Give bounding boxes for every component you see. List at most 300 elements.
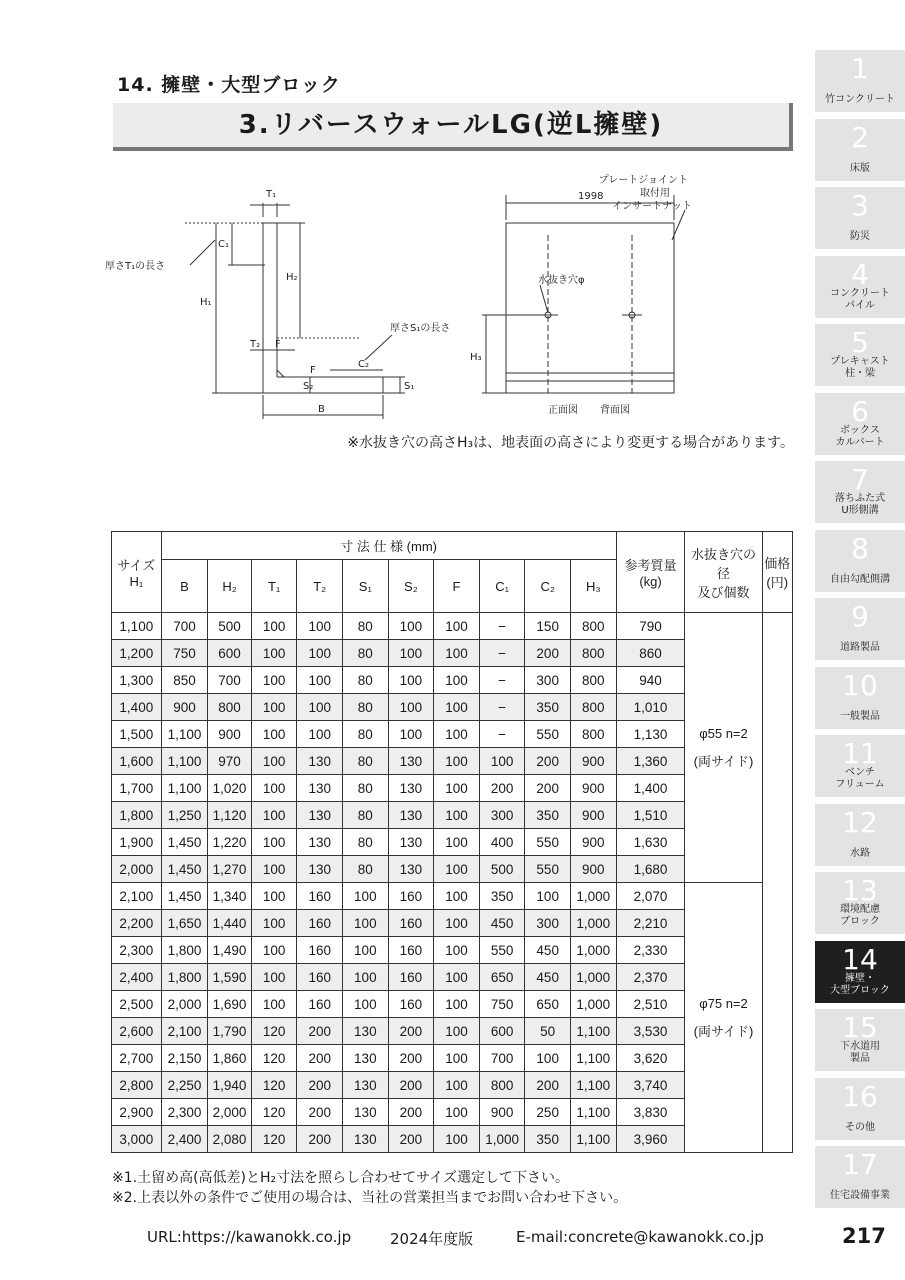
footnote-2: ※2.上表以外の条件でご使用の場合は、当社の営業担当までお問い合わせ下さい。	[112, 1190, 628, 1206]
drain-height-note: ※水抜き穴の高さH₃は、地表面の高さにより変更する場合があります。	[347, 435, 794, 451]
table-cell: 80	[343, 856, 389, 883]
table-cell: 3,530	[616, 1018, 685, 1045]
table-cell: 550	[525, 829, 571, 856]
table-cell: 130	[343, 1072, 389, 1099]
dim-h1: H₁	[200, 297, 212, 308]
table-cell: 2,700	[112, 1045, 162, 1072]
table-cell: 900	[570, 802, 616, 829]
table-cell: 450	[479, 910, 525, 937]
table-cell: 3,830	[616, 1099, 685, 1126]
plate-joint-label-3: インサートナット	[612, 201, 692, 212]
table-cell: 900	[570, 748, 616, 775]
chapter-tab-12[interactable]	[815, 804, 905, 866]
table-cell: 100	[434, 694, 480, 721]
table-cell: 160	[388, 937, 434, 964]
chapter-tab-number: 5	[851, 326, 869, 359]
table-cell: 600	[208, 640, 252, 667]
chapter-tab-label: 一般製品	[840, 710, 880, 722]
table-cell: 80	[343, 802, 389, 829]
dim-s2: S₂	[303, 381, 314, 392]
table-cell: 100	[525, 883, 571, 910]
table-cell: 1,450	[161, 829, 208, 856]
table-cell: 130	[297, 748, 343, 775]
table-cell: −	[479, 613, 525, 640]
chapter-tab-number: 2	[851, 120, 869, 154]
chapter-tab-label: 自由勾配側溝	[830, 573, 890, 585]
front-view-label: 正面図	[548, 405, 578, 416]
table-cell: 100	[434, 1126, 480, 1153]
retaining-wall-diagram	[100, 165, 700, 420]
chapter-tab-label: 下水道用 製品	[840, 1041, 880, 1064]
chapter-tab-9[interactable]	[815, 598, 905, 660]
table-cell: 1,200	[112, 640, 162, 667]
table-cell: 250	[525, 1099, 571, 1126]
table-cell: 1,500	[112, 721, 162, 748]
table-cell: 1,010	[616, 694, 685, 721]
table-cell: 100	[434, 667, 480, 694]
chapter-tab-label: プレキャスト 柱・梁	[830, 356, 890, 379]
table-cell: 130	[297, 802, 343, 829]
column-header: T₁	[251, 560, 297, 613]
table-cell: 2,100	[112, 883, 162, 910]
chapter-tab-number: 12	[842, 805, 878, 839]
table-cell: 2,200	[112, 910, 162, 937]
table-cell: 860	[616, 640, 685, 667]
table-cell: 1,450	[161, 856, 208, 883]
table-cell: 80	[343, 613, 389, 640]
table-cell: 800	[479, 1072, 525, 1099]
chapter-tab-number: 14	[842, 942, 878, 976]
table-cell: 2,000	[112, 856, 162, 883]
table-cell: 550	[525, 856, 571, 883]
header-drain-line2: 及び個数	[697, 584, 750, 600]
table-cell: 450	[525, 964, 571, 991]
column-header: H₃	[570, 560, 616, 613]
table-cell: 1,680	[616, 856, 685, 883]
drain-hole-label: 水抜き穴φ	[538, 275, 585, 286]
header-price	[762, 532, 793, 613]
table-cell: 200	[297, 1018, 343, 1045]
table-cell: 1,800	[112, 802, 162, 829]
table-cell: 1,400	[112, 694, 162, 721]
table-cell: 1,000	[570, 937, 616, 964]
table-cell: 1,790	[208, 1018, 252, 1045]
table-cell: 200	[297, 1099, 343, 1126]
dim-t1: T₁	[266, 189, 277, 200]
table-cell: 100	[297, 721, 343, 748]
table-cell: 100	[434, 775, 480, 802]
table-cell: 160	[388, 964, 434, 991]
header-dimensions: 寸 法 仕 様 (mm)	[161, 532, 616, 560]
table-cell: 2,000	[208, 1099, 252, 1126]
table-cell: 100	[434, 613, 480, 640]
chapter-tab-4[interactable]	[815, 256, 905, 318]
table-cell: 100	[251, 829, 297, 856]
table-cell: −	[479, 667, 525, 694]
table-cell: 100	[251, 991, 297, 1018]
table-cell: −	[479, 721, 525, 748]
table-cell: 100	[297, 694, 343, 721]
header-size-line2: H₁	[129, 574, 144, 589]
table-cell: 2,070	[616, 883, 685, 910]
table-cell: 80	[343, 721, 389, 748]
chapter-tab-number: 17	[842, 1148, 878, 1181]
chapter-tab-label: 落ちふた式 U形側溝	[835, 493, 885, 516]
dim-t2: T₂	[250, 339, 261, 350]
dim-f2: F	[310, 365, 316, 376]
table-cell: 160	[388, 883, 434, 910]
table-cell: 1,130	[616, 721, 685, 748]
table-cell: 200	[525, 748, 571, 775]
table-cell: 160	[297, 964, 343, 991]
table-cell: 100	[297, 640, 343, 667]
table-cell: 1,650	[161, 910, 208, 937]
table-cell: 150	[525, 613, 571, 640]
table-cell: 900	[570, 829, 616, 856]
table-cell: 800	[208, 694, 252, 721]
table-cell: 120	[251, 1072, 297, 1099]
table-cell: 200	[297, 1045, 343, 1072]
table-cell: 1,000	[570, 964, 616, 991]
table-cell: 900	[570, 775, 616, 802]
table-cell: 2,100	[161, 1018, 208, 1045]
chapter-tab-label: 竹コンクリート	[825, 94, 895, 105]
table-cell: 100	[251, 640, 297, 667]
drain-spec-text: (両サイド)	[693, 753, 754, 769]
table-cell: 100	[388, 721, 434, 748]
table-cell: 130	[388, 775, 434, 802]
table-cell: 750	[161, 640, 208, 667]
table-cell: 130	[297, 775, 343, 802]
table-cell: 200	[479, 775, 525, 802]
chapter-tab-label: コンクリート パイル	[830, 287, 890, 311]
table-cell: 120	[251, 1045, 297, 1072]
table-cell: 2,400	[161, 1126, 208, 1153]
table-cell: 100	[251, 748, 297, 775]
table-cell: 200	[525, 775, 571, 802]
chapter-tab-label: ベンチ フリューム	[835, 767, 885, 790]
table-cell: 3,620	[616, 1045, 685, 1072]
header-weight-line2: (kg)	[639, 574, 662, 589]
table-cell: 1,900	[112, 829, 162, 856]
table-cell: 1,940	[208, 1072, 252, 1099]
table-cell: 2,510	[616, 991, 685, 1018]
table-cell: 80	[343, 694, 389, 721]
table-cell: 100	[434, 1018, 480, 1045]
table-cell: 650	[525, 991, 571, 1018]
table-cell: 130	[388, 802, 434, 829]
table-cell: 600	[479, 1018, 525, 1045]
table-cell: 900	[479, 1099, 525, 1126]
chapter-tab-8[interactable]	[815, 530, 905, 592]
chapter-tab-number: 3	[851, 189, 869, 222]
section-heading: 14. 擁壁・大型ブロック	[117, 74, 341, 96]
table-cell: 160	[388, 991, 434, 1018]
table-cell: 100	[434, 640, 480, 667]
table-cell: 2,080	[208, 1126, 252, 1153]
table-cell: −	[479, 694, 525, 721]
table-cell: 1,100	[161, 775, 208, 802]
table-cell: 350	[525, 1126, 571, 1153]
dim-b: B	[318, 404, 325, 415]
table-cell: 850	[161, 667, 208, 694]
column-header: F	[434, 560, 480, 613]
table-cell: 450	[525, 937, 571, 964]
table-cell: 1,100	[570, 1072, 616, 1099]
table-cell: 1,300	[112, 667, 162, 694]
table-cell: 2,800	[112, 1072, 162, 1099]
table-cell: 160	[297, 883, 343, 910]
table-cell: 100	[297, 667, 343, 694]
column-header: C₂	[525, 560, 571, 613]
table-cell: 100	[434, 1045, 480, 1072]
table-cell: 970	[208, 748, 252, 775]
table-cell: 800	[570, 640, 616, 667]
table-cell: 800	[570, 694, 616, 721]
chapter-tab-label: その他	[845, 1121, 875, 1133]
table-cell: 2,150	[161, 1045, 208, 1072]
table-cell: 100	[434, 1072, 480, 1099]
chapter-tab-label: 住宅設備事業	[830, 1190, 890, 1201]
table-cell: 160	[297, 991, 343, 1018]
chapter-tab-label: 環境配慮 ブロック	[840, 904, 880, 927]
table-cell: 200	[388, 1072, 434, 1099]
title-band	[113, 103, 793, 151]
table-cell: 700	[161, 613, 208, 640]
chapter-tab-number: 1	[851, 52, 869, 85]
table-cell: 80	[343, 640, 389, 667]
drain-spec-text: φ75 n=2	[699, 995, 748, 1011]
table-cell: 100	[434, 748, 480, 775]
table-cell: 1,360	[616, 748, 685, 775]
table-cell: 1,100	[570, 1018, 616, 1045]
header-drain	[685, 532, 762, 613]
table-cell: 100	[251, 910, 297, 937]
chapter-tab-6[interactable]	[815, 393, 905, 455]
dim-s1: S₁	[404, 381, 415, 392]
header-drain-line1: 水抜き穴の径	[690, 546, 756, 581]
table-cell: 130	[343, 1126, 389, 1153]
table-cell: 100	[525, 1045, 571, 1072]
chapter-tab-15[interactable]	[815, 1009, 905, 1071]
drain-spec-group-1	[685, 613, 762, 883]
table-cell: 2,330	[616, 937, 685, 964]
table-cell: 100	[251, 937, 297, 964]
footer-edition: 2024年度版	[390, 1230, 474, 1248]
table-cell: 750	[479, 991, 525, 1018]
table-cell: 130	[388, 829, 434, 856]
table-cell: 350	[525, 694, 571, 721]
chapter-tab-1[interactable]	[815, 50, 905, 112]
column-header: B	[161, 560, 208, 613]
dim-1998: 1998	[578, 191, 604, 202]
chapter-tab-5[interactable]	[815, 324, 905, 386]
table-cell: 900	[161, 694, 208, 721]
table-cell: 1,020	[208, 775, 252, 802]
table-cell: 350	[479, 883, 525, 910]
table-cell: 650	[479, 964, 525, 991]
table-cell: 1,100	[570, 1126, 616, 1153]
table-cell: 1,600	[112, 748, 162, 775]
table-cell: 200	[388, 1126, 434, 1153]
header-weight	[616, 532, 685, 613]
table-cell: 100	[251, 802, 297, 829]
chapter-tab-13[interactable]	[815, 872, 905, 934]
table-cell: 100	[434, 1099, 480, 1126]
table-cell: 200	[525, 1072, 571, 1099]
table-cell: 130	[343, 1018, 389, 1045]
table-cell: 1,690	[208, 991, 252, 1018]
table-cell: 1,800	[161, 964, 208, 991]
chapter-tab-number: 15	[842, 1011, 878, 1044]
page-number: 217	[842, 1224, 886, 1248]
table-cell: 700	[479, 1045, 525, 1072]
footer-url[interactable]: URL:https://kawanokk.co.jp	[147, 1228, 352, 1246]
table-cell: 800	[570, 667, 616, 694]
table-cell: 1,000	[570, 910, 616, 937]
table-cell: 80	[343, 775, 389, 802]
table-cell: 100	[434, 721, 480, 748]
label-s1-length: 厚さS₁の長さ	[390, 323, 451, 334]
table-cell: 1,590	[208, 964, 252, 991]
drain-spec-text: (両サイド)	[693, 1023, 754, 1039]
table-cell: 130	[388, 748, 434, 775]
table-cell: 800	[570, 721, 616, 748]
table-cell: 200	[388, 1099, 434, 1126]
page-title: 3.リバースウォールLG(逆L擁壁)	[238, 110, 664, 140]
table-cell: 1,440	[208, 910, 252, 937]
chapter-tab-7[interactable]	[815, 461, 905, 523]
table-cell: 1,100	[112, 613, 162, 640]
chapter-tab-2[interactable]	[815, 119, 905, 181]
table-cell: 80	[343, 748, 389, 775]
header-weight-line1: 参考質量	[624, 558, 677, 573]
table-cell: 100	[434, 991, 480, 1018]
table-cell: 1,000	[570, 883, 616, 910]
table-cell: −	[479, 640, 525, 667]
table-cell: 790	[616, 613, 685, 640]
drain-spec-text: φ55 n=2	[699, 725, 748, 741]
table-cell: 1,700	[112, 775, 162, 802]
table-cell: 160	[297, 937, 343, 964]
footnotes	[112, 1168, 627, 1208]
chapter-tab-number: 13	[842, 874, 878, 907]
plate-joint-label-2: 取付用	[640, 188, 670, 199]
column-header: C₁	[479, 560, 525, 613]
back-view-label: 背面図	[600, 405, 630, 416]
table-cell: 120	[251, 1018, 297, 1045]
plate-joint-label-1: プレートジョイント	[598, 175, 688, 186]
table-cell: 3,000	[112, 1126, 162, 1153]
chapter-tab-label: ボックス カルバート	[835, 424, 885, 448]
chapter-tab-label: 擁壁・ 大型ブロック	[830, 972, 890, 996]
table-cell: 1,250	[161, 802, 208, 829]
table-row	[112, 883, 793, 910]
table-cell: 80	[343, 829, 389, 856]
table-cell: 1,100	[161, 748, 208, 775]
table-cell: 100	[388, 667, 434, 694]
chapter-tab-number: 16	[842, 1079, 878, 1113]
chapter-tab-14[interactable]	[815, 941, 905, 1003]
column-header: T₂	[297, 560, 343, 613]
label-t1-length: 厚さT₁の長さ	[105, 261, 166, 272]
table-cell: 550	[479, 937, 525, 964]
table-cell: 130	[297, 829, 343, 856]
table-cell: 100	[251, 883, 297, 910]
table-cell: 100	[434, 883, 480, 910]
table-cell: 2,000	[161, 991, 208, 1018]
table-cell: 3,740	[616, 1072, 685, 1099]
chapter-tab-number: 9	[851, 600, 869, 633]
table-cell: 2,900	[112, 1099, 162, 1126]
table-cell: 2,600	[112, 1018, 162, 1045]
chapter-tab-16[interactable]	[815, 1078, 905, 1140]
table-cell: 2,300	[161, 1099, 208, 1126]
header-price-line1: 価格	[764, 556, 791, 571]
table-cell: 2,400	[112, 964, 162, 991]
table-cell: 130	[388, 856, 434, 883]
chapter-tab-11[interactable]	[815, 735, 905, 797]
table-cell: 200	[297, 1126, 343, 1153]
table-cell: 2,250	[161, 1072, 208, 1099]
table-cell: 1,510	[616, 802, 685, 829]
table-cell: 200	[388, 1018, 434, 1045]
column-header: S₂	[388, 560, 434, 613]
table-cell: 160	[297, 910, 343, 937]
table-cell: 100	[343, 910, 389, 937]
table-cell: 200	[297, 1072, 343, 1099]
table-cell: 100	[434, 856, 480, 883]
table-cell: 1,000	[479, 1126, 525, 1153]
dim-c2: C₂	[358, 359, 369, 370]
table-cell: 100	[343, 883, 389, 910]
table-cell: 400	[479, 829, 525, 856]
table-cell: 200	[525, 640, 571, 667]
chapter-tab-10[interactable]	[815, 667, 905, 729]
table-cell: 100	[251, 667, 297, 694]
table-cell: 100	[479, 748, 525, 775]
footer-email[interactable]: E-mail:concrete@kawanokk.co.jp	[516, 1228, 764, 1246]
table-cell: 1,630	[616, 829, 685, 856]
table-cell: 100	[434, 910, 480, 937]
table-cell: 100	[434, 829, 480, 856]
table-cell: 800	[570, 613, 616, 640]
table-cell: 1,490	[208, 937, 252, 964]
table-cell: 550	[525, 721, 571, 748]
dim-f: F	[275, 339, 281, 350]
table-cell: 1,400	[616, 775, 685, 802]
table-row	[112, 613, 793, 640]
table-cell: 1,220	[208, 829, 252, 856]
table-cell: 100	[434, 937, 480, 964]
table-cell: 160	[388, 910, 434, 937]
price-cell	[762, 613, 793, 1153]
dim-h3: H₃	[470, 352, 482, 363]
table-cell: 2,300	[112, 937, 162, 964]
chapter-tab-3[interactable]	[815, 187, 905, 249]
table-cell: 940	[616, 667, 685, 694]
chapter-tab-number: 11	[842, 737, 878, 770]
table-cell: 350	[525, 802, 571, 829]
table-cell: 130	[343, 1045, 389, 1072]
chapter-tab-17[interactable]	[815, 1146, 905, 1208]
table-cell: 100	[251, 775, 297, 802]
table-cell: 1,000	[570, 991, 616, 1018]
chapter-tab-label: 道路製品	[840, 642, 880, 653]
table-cell: 2,500	[112, 991, 162, 1018]
table-cell: 3,960	[616, 1126, 685, 1153]
table-cell: 130	[343, 1099, 389, 1126]
